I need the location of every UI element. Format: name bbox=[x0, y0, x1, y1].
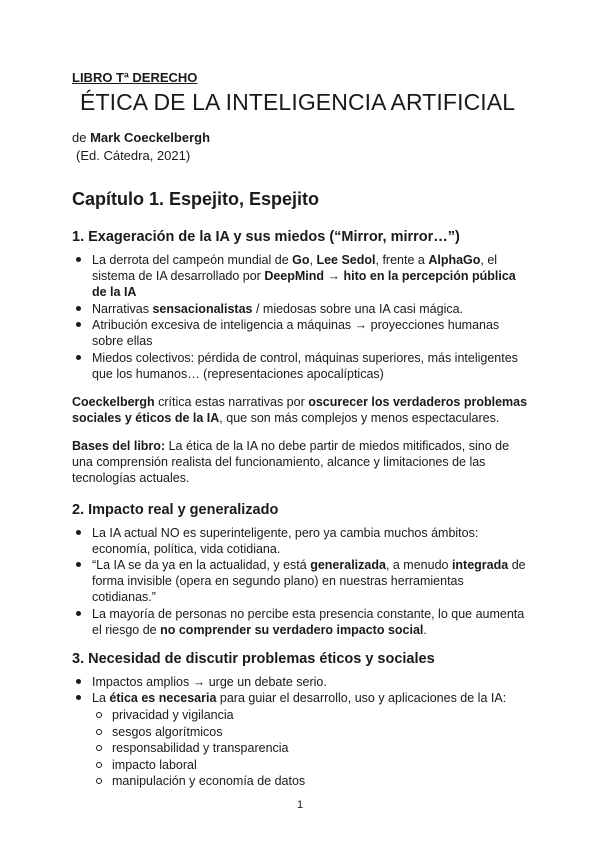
bold-span: DeepMind → hito en la percepción pública de la IA bbox=[92, 269, 516, 299]
bold-span: AlphaGo bbox=[428, 253, 481, 267]
text-span: para guiar el desarrollo, uso y aplicaciones de la IA: bbox=[216, 691, 507, 705]
section-3-list bbox=[72, 674, 528, 790]
list-item bbox=[92, 690, 528, 789]
sub-list-item: manipulación y economía de datos bbox=[112, 773, 528, 789]
sub-list-item: impacto laboral bbox=[112, 757, 528, 773]
text-span: La ética de la IA no debe partir de miedos mitificados, sino de una comprensión realista del funcionamiento, alcance y limitaciones de las tecnologías actuales. bbox=[72, 438, 510, 485]
text-span: La bbox=[92, 691, 110, 705]
sub-list-item: privacidad y vigilancia bbox=[112, 707, 528, 723]
text-span: crítica estas narrativas por bbox=[154, 394, 309, 409]
text-span: , que son más complejos y menos espectaculares. bbox=[219, 410, 500, 425]
author-line bbox=[72, 129, 528, 146]
text-span: , bbox=[309, 253, 317, 267]
edition-line: (Ed. Cátedra, 2021) bbox=[76, 148, 191, 163]
list-item: La IA actual NO es superinteligente, pero ya cambia muchos ámbitos: economía, política, vida cotidiana. bbox=[92, 525, 528, 557]
document-title: ÉTICA DE LA INTELIGENCIA ARTIFICIAL bbox=[80, 89, 516, 115]
bold-span: Lee Sedol bbox=[316, 253, 376, 267]
document-page bbox=[72, 70, 528, 790]
section-2-list bbox=[72, 525, 528, 638]
text-span: La derrota del campeón mundial de bbox=[92, 253, 293, 267]
list-item bbox=[92, 301, 528, 317]
text-span: La mayoría de personas no percibe esta presencia constante, lo que aumenta el riesgo de bbox=[92, 606, 525, 637]
bold-span: ética es necesaria bbox=[109, 691, 217, 705]
bold-span: Bases del libro: bbox=[72, 438, 166, 453]
list-item bbox=[92, 557, 528, 605]
paragraph bbox=[72, 438, 528, 486]
list-item: Atribución excesiva de inteligencia a máquinas → proyecciones humanas sobre ellas bbox=[92, 317, 528, 349]
bold-span: integrada bbox=[451, 558, 509, 572]
bold-span: Coeckelbergh bbox=[72, 394, 155, 409]
bold-span: oscurecer los verdaderos problemas sociales y éticos de la IA bbox=[72, 394, 528, 425]
text-span: / miedosas sobre una IA casi mágica. bbox=[252, 301, 464, 316]
list-item: Impactos amplios → urge un debate serio. bbox=[92, 674, 528, 690]
ethics-topics-list bbox=[92, 707, 528, 789]
chapter-title: Capítulo 1. Espejito, Espejito bbox=[72, 189, 320, 209]
author-prefix: de bbox=[72, 130, 91, 145]
text-span: “La IA se da ya en la actualidad, y está bbox=[92, 558, 311, 572]
bold-span: sensacionalistas bbox=[152, 301, 253, 316]
text-span: , a menudo bbox=[385, 558, 452, 572]
text-span: , el sistema de IA desarrollado por bbox=[92, 253, 498, 283]
bold-span: generalizada bbox=[310, 558, 386, 572]
list-item: Miedos colectivos: pérdida de control, máquinas superiores, más inteligentes que los humanos… (representaciones apocalípticas) bbox=[92, 350, 528, 382]
text-span: , frente a bbox=[375, 253, 429, 267]
section-1-heading: 1. Exageración de la IA y sus miedos (“Mirror, mirror…”) bbox=[72, 229, 460, 245]
bold-span: no comprender su verdadero impacto social bbox=[160, 622, 424, 637]
paragraph bbox=[72, 394, 528, 426]
list-item bbox=[92, 252, 528, 300]
text-span: . bbox=[423, 622, 427, 637]
bold-span: Go bbox=[292, 253, 310, 267]
page-number: 1 bbox=[296, 799, 304, 811]
sub-list-item: sesgos algorítmicos bbox=[112, 724, 528, 740]
sub-list-item: responsabilidad y transparencia bbox=[112, 740, 528, 756]
document-kicker: LIBRO Tª DERECHO bbox=[72, 70, 198, 85]
text-span: de forma invisible (opera en segundo plano) en nuestras herramientas cotidianas.” bbox=[92, 558, 526, 604]
list-item bbox=[92, 606, 528, 638]
author-name: Mark Coeckelbergh bbox=[90, 130, 211, 145]
section-3-heading: 3. Necesidad de discutir problemas éticos y sociales bbox=[72, 650, 435, 667]
section-2-heading: 2. Impacto real y generalizado bbox=[72, 501, 279, 518]
section-1-list bbox=[72, 252, 528, 382]
text-span: Narrativas bbox=[92, 301, 153, 316]
